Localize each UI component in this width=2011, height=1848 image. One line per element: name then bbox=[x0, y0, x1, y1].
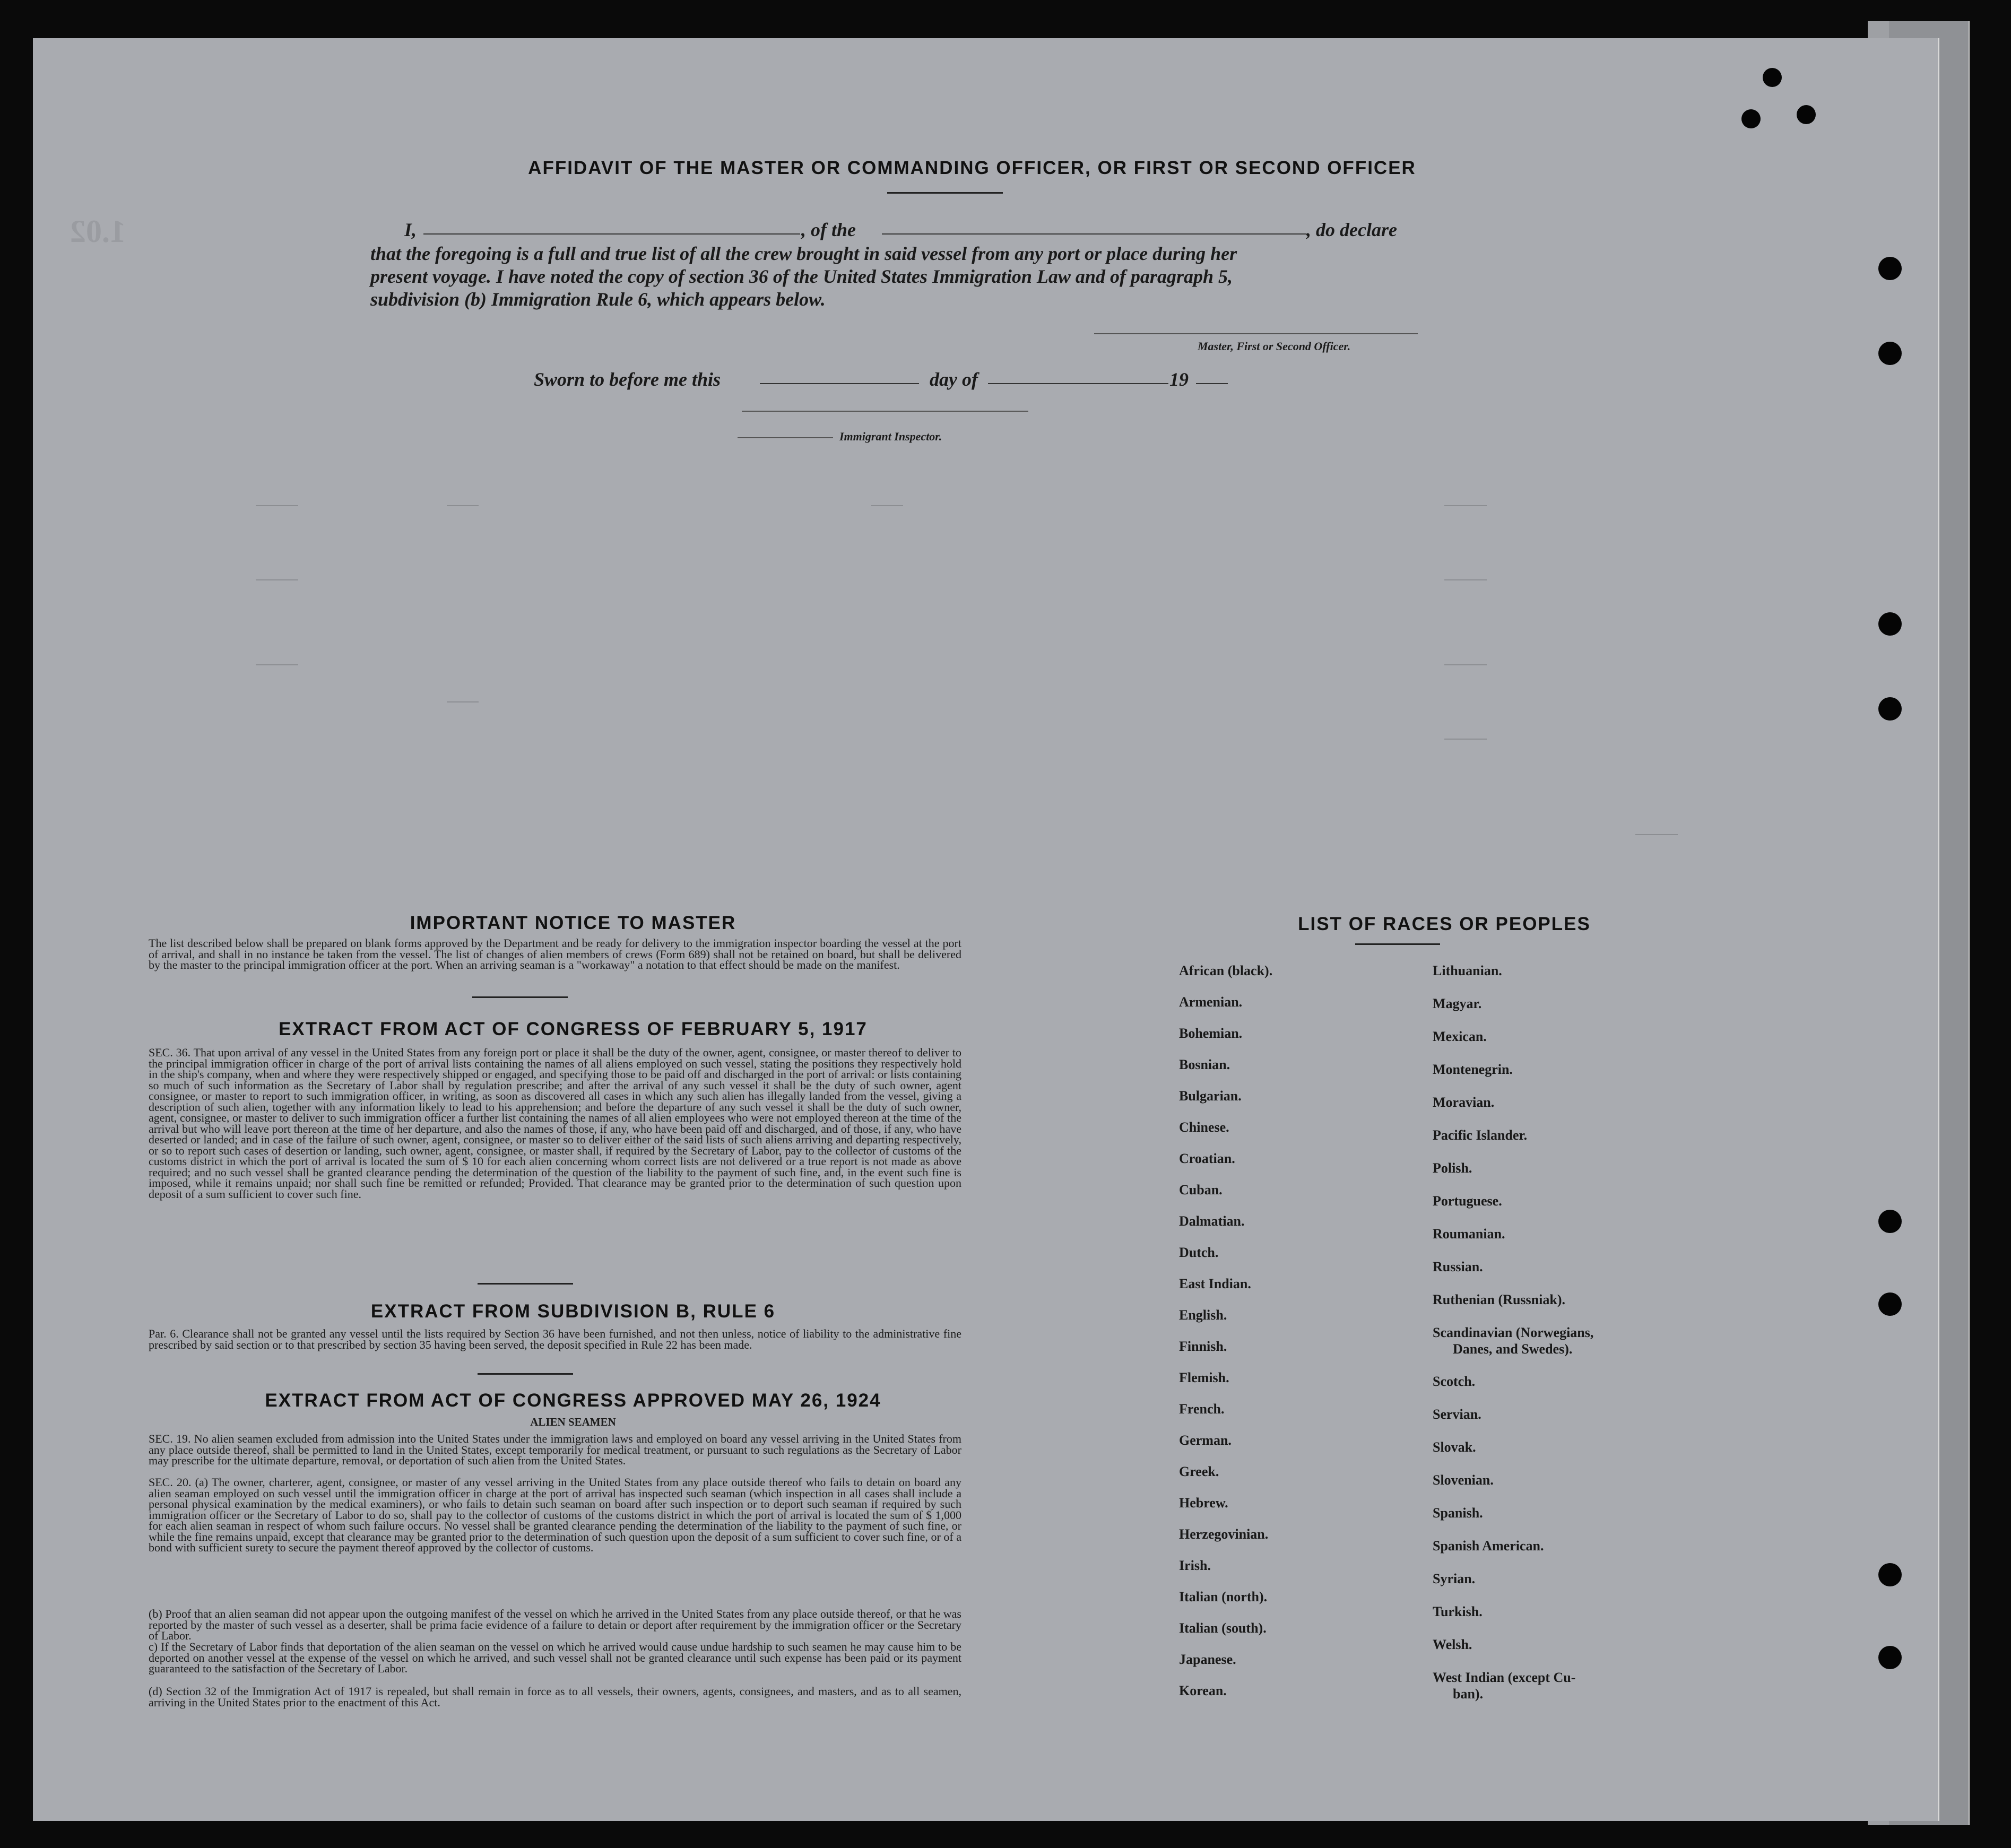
punch-hole bbox=[1878, 1563, 1902, 1586]
race-item: Lithuanian. bbox=[1433, 963, 1502, 978]
race-item: Mexican. bbox=[1433, 1029, 1487, 1044]
affidavit-title: AFFIDAVIT OF THE MASTER OR COMMANDING OFFICER, OR FIRST OR SECOND OFFICER bbox=[528, 158, 1416, 178]
race-item: African (black). bbox=[1179, 963, 1273, 978]
race-item: Slovenian. bbox=[1433, 1472, 1494, 1488]
punch-hole bbox=[1878, 612, 1902, 636]
affidavit-declare: , do declare bbox=[1306, 219, 1397, 240]
ruled-dash bbox=[256, 579, 298, 580]
affidavit-line-4: subdivision (b) Immigration Rule 6, which appears below. bbox=[370, 289, 826, 310]
race-item: East Indian. bbox=[1179, 1276, 1251, 1291]
sworn-year: 19 bbox=[1169, 369, 1189, 390]
punch-hole bbox=[1878, 697, 1902, 721]
race-item: Flemish. bbox=[1179, 1370, 1229, 1385]
ruled-dash bbox=[1444, 505, 1487, 506]
race-item: Turkish. bbox=[1433, 1604, 1483, 1619]
master-signature-label: Master, First or Second Officer. bbox=[1198, 340, 1351, 353]
act-1917-title: EXTRACT FROM ACT OF CONGRESS OF FEBRUARY 5, 1917 bbox=[279, 1019, 868, 1039]
document-page bbox=[33, 38, 1939, 1821]
race-item: Bohemian. bbox=[1179, 1026, 1243, 1041]
act-1917-underline bbox=[478, 1283, 573, 1285]
race-item: Pacific Islander. bbox=[1433, 1127, 1528, 1143]
act-1924-sec-20d: (d) Section 32 of the Immigration Act of 1917 is repealed, but shall remain in force as to all vessels, their owners, agents, consignees, and masters, and as to all seamen, arriving in the United States prior to the enactment of this Act. bbox=[149, 1685, 961, 1709]
punch-hole bbox=[1878, 1210, 1902, 1233]
race-item: Montenegrin. bbox=[1433, 1062, 1513, 1077]
race-item: West Indian (except Cu- bbox=[1433, 1670, 1576, 1685]
rule-6-underline bbox=[478, 1373, 573, 1375]
ruled-dash bbox=[256, 505, 298, 506]
sworn-year-blank[interactable] bbox=[1196, 383, 1228, 384]
act-1924-sec-19: SEC. 19. No alien seamen excluded from admission into the United States under the immigration laws and employed on board any vessel arriving in the United States from any place outside thereof, shall be permitted to land in the United States, except temporarily for medical treatment, or pursuant to such regulations as the Secretary of Labor may prescribe for the ultimate departure, removal, or deportation of such alien from the United States. bbox=[149, 1432, 961, 1467]
race-item: ban). bbox=[1453, 1686, 1484, 1702]
race-item: Magyar. bbox=[1433, 996, 1482, 1011]
race-item: Russian. bbox=[1433, 1259, 1483, 1274]
race-item: Portuguese. bbox=[1433, 1193, 1502, 1209]
race-item: Bosnian. bbox=[1179, 1057, 1230, 1072]
affidavit-line-2: that the foregoing is a full and true list of all the crew brought in said vessel from any port or place during her bbox=[370, 243, 1237, 264]
ruled-dash bbox=[871, 505, 903, 506]
inspector-label: Immigrant Inspector. bbox=[839, 430, 942, 443]
race-item: Polish. bbox=[1433, 1160, 1472, 1176]
vessel-blank[interactable] bbox=[882, 233, 1306, 235]
race-item: Danes, and Swedes). bbox=[1453, 1341, 1573, 1357]
race-item: German. bbox=[1179, 1433, 1232, 1448]
race-item: Croatian. bbox=[1179, 1151, 1235, 1166]
punch-hole bbox=[1797, 105, 1816, 124]
race-item: Herzegovinian. bbox=[1179, 1526, 1269, 1542]
race-item: Chinese. bbox=[1179, 1120, 1229, 1135]
race-item: Roumanian. bbox=[1433, 1226, 1505, 1242]
act-1924-subtitle: ALIEN SEAMEN bbox=[530, 1416, 616, 1428]
punch-hole bbox=[1763, 68, 1782, 87]
ruled-dash bbox=[447, 505, 479, 506]
race-item: Dalmatian. bbox=[1179, 1213, 1245, 1229]
act-1924-sec-20a: SEC. 20. (a) The owner, charterer, agent, consignee, or master of any vessel arriving in the United States from any place outside thereof who fails to detain on board any alien seaman employed on such vessel until the immigration officer in charge at the port of arrival has inspected such seaman (which inspection in all cases shall include a personal physical examination by the medical examiners), or who fails to detain such seaman on board after such inspection or to deport such seaman if required by such immigration officer or the Secretary of Labor to do so, shall pay to the collector of customs of the customs district in which the port of arrival is located the sum of $ 1,000 for each alien seaman in respect of whom such failure occurs. No vessel shall be granted clearance pending the determination of the liability to the payment of such fine, or while the fine remains unpaid, except that clearance may be granted prior to the determination of such question upon the deposit of a sum sufficient to cover such fine, or of a bond with sufficient surety to secure the payment thereof approved by the collector of customs. bbox=[149, 1476, 961, 1554]
ruled-dash bbox=[1444, 579, 1487, 580]
punch-hole bbox=[1878, 342, 1902, 365]
notice-title: IMPORTANT NOTICE TO MASTER bbox=[410, 913, 736, 933]
race-item: Greek. bbox=[1179, 1464, 1219, 1479]
race-item: Korean. bbox=[1179, 1683, 1227, 1698]
race-item: Slovak. bbox=[1433, 1439, 1476, 1455]
race-item: Finnish. bbox=[1179, 1339, 1227, 1354]
ruled-dash bbox=[447, 701, 479, 702]
ruled-dash bbox=[1444, 664, 1487, 665]
race-item: Japanese. bbox=[1179, 1652, 1236, 1667]
race-item: Bulgarian. bbox=[1179, 1088, 1242, 1104]
race-item: Cuban. bbox=[1179, 1182, 1223, 1198]
race-item: Syrian. bbox=[1433, 1571, 1476, 1586]
race-item: Italian (south). bbox=[1179, 1620, 1267, 1636]
sworn-day-of: day of bbox=[930, 369, 978, 390]
ruled-dash bbox=[256, 664, 298, 665]
race-item: Scandinavian (Norwegians, bbox=[1433, 1325, 1594, 1340]
punch-hole bbox=[1878, 1292, 1902, 1316]
inspector-signature-line[interactable] bbox=[742, 411, 1028, 412]
punch-hole bbox=[1741, 109, 1761, 128]
notice-underline bbox=[472, 996, 568, 998]
race-item: Servian. bbox=[1433, 1407, 1481, 1422]
punch-hole bbox=[1878, 1646, 1902, 1669]
races-title: LIST OF RACES OR PEOPLES bbox=[1298, 914, 1591, 934]
race-item: Italian (north). bbox=[1179, 1589, 1268, 1604]
act-1924-title: EXTRACT FROM ACT OF CONGRESS APPROVED MAY 26, 1924 bbox=[265, 1390, 881, 1411]
races-underline bbox=[1355, 943, 1440, 945]
sworn-text: Sworn to before me this bbox=[534, 369, 721, 390]
rule-6-text: Par. 6. Clearance shall not be granted any vessel until the lists required by Section 36 have been furnished, and not then unless, notice of liability to the administrative fine prescribed by said section or to that prescribed by section 35 having been served, the deposit specified in Rule 22 has been made. bbox=[149, 1327, 961, 1351]
affidavit-i: I, bbox=[404, 219, 417, 240]
race-item: English. bbox=[1179, 1307, 1227, 1323]
bleed-through-page-number: 1.02 bbox=[70, 214, 126, 249]
affidavit-of-the: , of the bbox=[801, 219, 856, 240]
race-item: Spanish. bbox=[1433, 1505, 1483, 1521]
race-item: Spanish American. bbox=[1433, 1538, 1544, 1554]
sworn-day-blank[interactable] bbox=[760, 383, 919, 384]
race-item: Irish. bbox=[1179, 1558, 1211, 1573]
race-item: Dutch. bbox=[1179, 1245, 1219, 1260]
master-signature-line[interactable] bbox=[1094, 333, 1418, 334]
sworn-month-blank[interactable] bbox=[988, 383, 1168, 384]
race-item: Ruthenian (Russniak). bbox=[1433, 1292, 1565, 1307]
race-item: Hebrew. bbox=[1179, 1495, 1228, 1511]
race-item: Scotch. bbox=[1433, 1374, 1476, 1389]
act-1924-sec-20b: (b) Proof that an alien seaman did not appear upon the outgoing manifest of the vessel on which he arrived in the United States from any place outside thereof, or that he was reported by the master of such vessel as a deserter, shall be prima facie evidence of a failure to detain or deport after requirement by the immigration officer or the Secretary of Labor. bbox=[149, 1607, 961, 1642]
act-1924-sec-20c: c) If the Secretary of Labor finds that deportation of the alien seaman on the vessel on which he arrived would cause undue hardship to such seamen he may cause him to be deported on another vessel at the expense of the vessel on which he arrived, and such vessel shall not be granted clearance until such expense has been paid or its payment guaranteed to the satisfaction of the Secretary of Labor. bbox=[149, 1640, 961, 1675]
notice-text: The list described below shall be prepared on blank forms approved by the Department and be ready for delivery to the immigration inspector boarding the vessel at the port of arrival, and shall in no instance be taken from the vessel. The list of changes of alien members of crews (Form 689) shall not be retained on board, but shall be delivered by the master to the principal immigration officer at the port. When an arriving seaman is a "workaway" a notation to that effect should be made on the manifest. bbox=[149, 936, 961, 971]
race-item: Moravian. bbox=[1433, 1095, 1495, 1110]
punch-hole bbox=[1878, 257, 1902, 280]
title-underline bbox=[887, 192, 1003, 194]
rule-6-title: EXTRACT FROM SUBDIVISION B, RULE 6 bbox=[370, 1301, 776, 1322]
race-item: Welsh. bbox=[1433, 1637, 1472, 1652]
affidavit-line-3: present voyage. I have noted the copy of section 36 of the United States Immigration Law and of paragraph 5, bbox=[370, 266, 1233, 287]
ruled-dash bbox=[1635, 834, 1678, 835]
ruled-dash bbox=[1444, 739, 1487, 740]
act-1917-text: SEC. 36. That upon arrival of any vessel in the United States from any foreign port or place it shall be the duty of the owner, agent, consignee, or master thereof to deliver to the principal immigration officer in charge of the port of arrival lists containing the names of all aliens employed on such vessel, stating the positions they respectively hold in the ship's company, when and where they were respectively shipped or engaged, and specifying those to be paid off and discharged in the port of arrival: or lists containing so much of such information as the Secretary of Labor shall by regulation prescribe; and after the arrival of any such vessel it shall be the duty of such owner, agent consignee, or master to report to such immigration officer, in writing, as soon as discovered all cases in which any such alien has illegally landed from the vessel, giving a description of such alien, together with any information likely to lead to his apprehension; and before the departure of any such vessel it shall be the duty of such owner, agent, consignee, or master to deliver to such immigration officer a further list containing the names of all alien employees who were not employed thereon at the time of the arrival but who will leave port thereon at the time of her departure, and also the names of those, if any, who have been paid off and discharged, and of those, if any, who have deserted or landed; and in case of the failure of such owner, agent, consignee, or master so to deliver either of the said lists of such aliens arriving and departing respectively, or so to report such cases of desertion or landing, such owner, agent, consignee, or master shall, if required by the Secretary of Labor, pay to the collector of customs of the customs district in which the port of arrival is located the sum of $ 10 for each alien concerning whom correct lists are not delivered or a true report is not made as above required; and no such vessel shall be granted clearance pending the determination of the question of the liability to the payment of such fine, and, in the event such fine is imposed, while it remains unpaid; nor shall such fine be remitted or refunded; Provided. That clearance may be granted prior to the determination of such question upon deposit of a sum sufficient to cover such fine. bbox=[149, 1046, 961, 1201]
race-item: French. bbox=[1179, 1401, 1225, 1417]
inspector-prefix-line bbox=[738, 437, 833, 438]
name-blank[interactable] bbox=[423, 233, 800, 235]
race-item: Armenian. bbox=[1179, 994, 1243, 1010]
